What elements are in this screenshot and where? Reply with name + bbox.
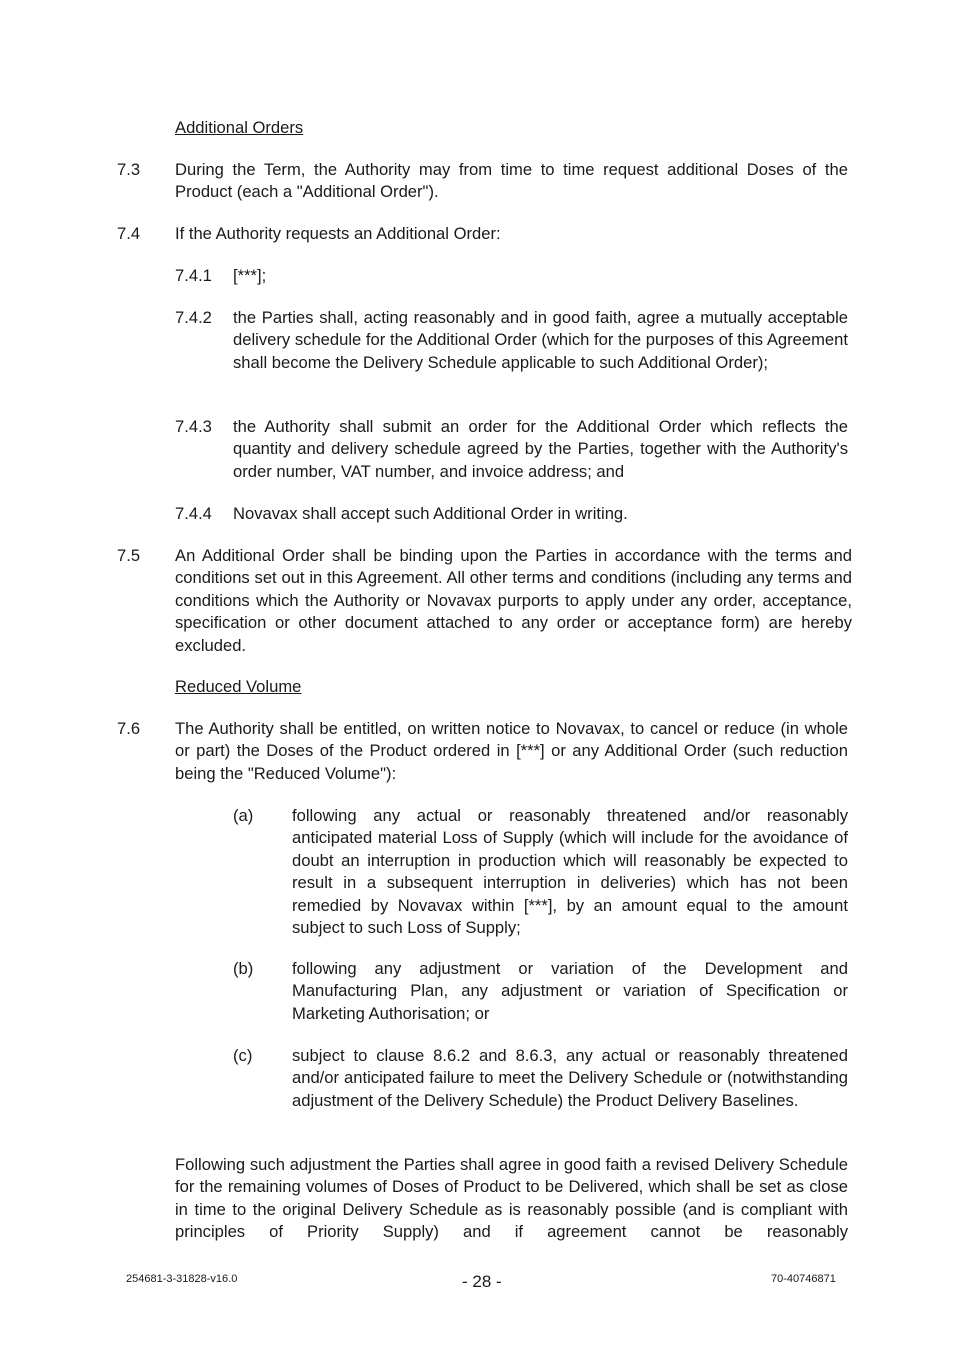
clause-text: During the Term, the Authority may from time to time request additional Doses of the Product (each a "Additional Order"). xyxy=(175,160,848,202)
list-label: (a) xyxy=(233,806,254,825)
subclause-text: Novavax shall accept such Additional Order in writing. xyxy=(233,504,628,523)
subclause-text: the Parties shall, acting reasonably and in good faith, agree a mutually acceptable delivery schedule for the Additional Order (which for the purposes of this Agreement shall become the Delivery Schedule applicable to such Additional Order); xyxy=(233,308,848,372)
clause-text: An Additional Order shall be binding upon the Parties in accordance with the terms and conditions set out in this Agreement. All other terms and conditions (including any terms and conditions which the Authority or Novavax purports to apply under any order, acceptance, specification or other document attached to any order or acceptance form) are hereby excluded. xyxy=(175,546,852,655)
subclause-text: the Authority shall submit an order for the Additional Order which reflects the quantity and delivery schedule agreed by the Parties, together with the Authority's order number, VAT number, and invoice address; and xyxy=(233,417,848,481)
list-item-text: subject to clause 8.6.2 and 8.6.3, any actual or reasonably threatened and/or anticipated failure to meet the Delivery Schedule or (notwithstanding adjustment of the Delivery Schedule) the Product Delivery Baselines. xyxy=(292,1046,848,1110)
section-heading-reduced-volume: Reduced Volume xyxy=(175,677,302,696)
list-item-text: following any adjustment or variation of the Development and Manufacturing Plan, any adjustment or variation of Specification or Marketing Authorisation; or xyxy=(292,959,848,1023)
list-item-text: following any actual or reasonably threatened and/or reasonably anticipated material Loss of Supply (which will include for the avoidance of doubt an interruption in production which will reasonably be expected to result in a subsequent interruption in deliveries) which has not been remedied by Novavax within [***], by an amount equal to the amount subject to such Loss of Supply; xyxy=(292,806,848,938)
clause-number: 7.5 xyxy=(117,546,141,565)
clause-number: 7.6 xyxy=(117,719,141,738)
list-label: (c) xyxy=(233,1046,253,1065)
subclause-number: 7.4.3 xyxy=(175,417,212,436)
section-heading-additional-orders: Additional Orders xyxy=(175,118,304,137)
clause-text: If the Authority requests an Additional Order: xyxy=(175,224,501,243)
footer-document-id: 254681-3-31828-v16.0 xyxy=(126,1273,238,1285)
clause-number: 7.3 xyxy=(117,160,141,179)
footer-reference-number: 70-40746871 xyxy=(771,1273,836,1285)
page-number: - 28 - xyxy=(462,1272,502,1291)
closing-paragraph: Following such adjustment the Parties shall agree in good faith a revised Delivery Schedule for the remaining volumes of Doses of Product to be Delivered, which shall be set as close in time to the original Delivery Schedule as is reasonably possible (and is compliant with principles of Priority Supply) and if agreement cannot be reasonably xyxy=(175,1155,848,1242)
subclause-number: 7.4.2 xyxy=(175,308,212,327)
subclause-number: 7.4.1 xyxy=(175,266,212,285)
subclause-text: [***]; xyxy=(233,266,267,285)
clause-text: The Authority shall be entitled, on written notice to Novavax, to cancel or reduce (in whole or part) the Doses of the Product ordered in [***] or any Additional Order (such reduction being the "Reduced Volume"): xyxy=(175,719,848,783)
clause-number: 7.4 xyxy=(117,224,141,243)
list-label: (b) xyxy=(233,959,254,978)
subclause-number: 7.4.4 xyxy=(175,504,212,523)
